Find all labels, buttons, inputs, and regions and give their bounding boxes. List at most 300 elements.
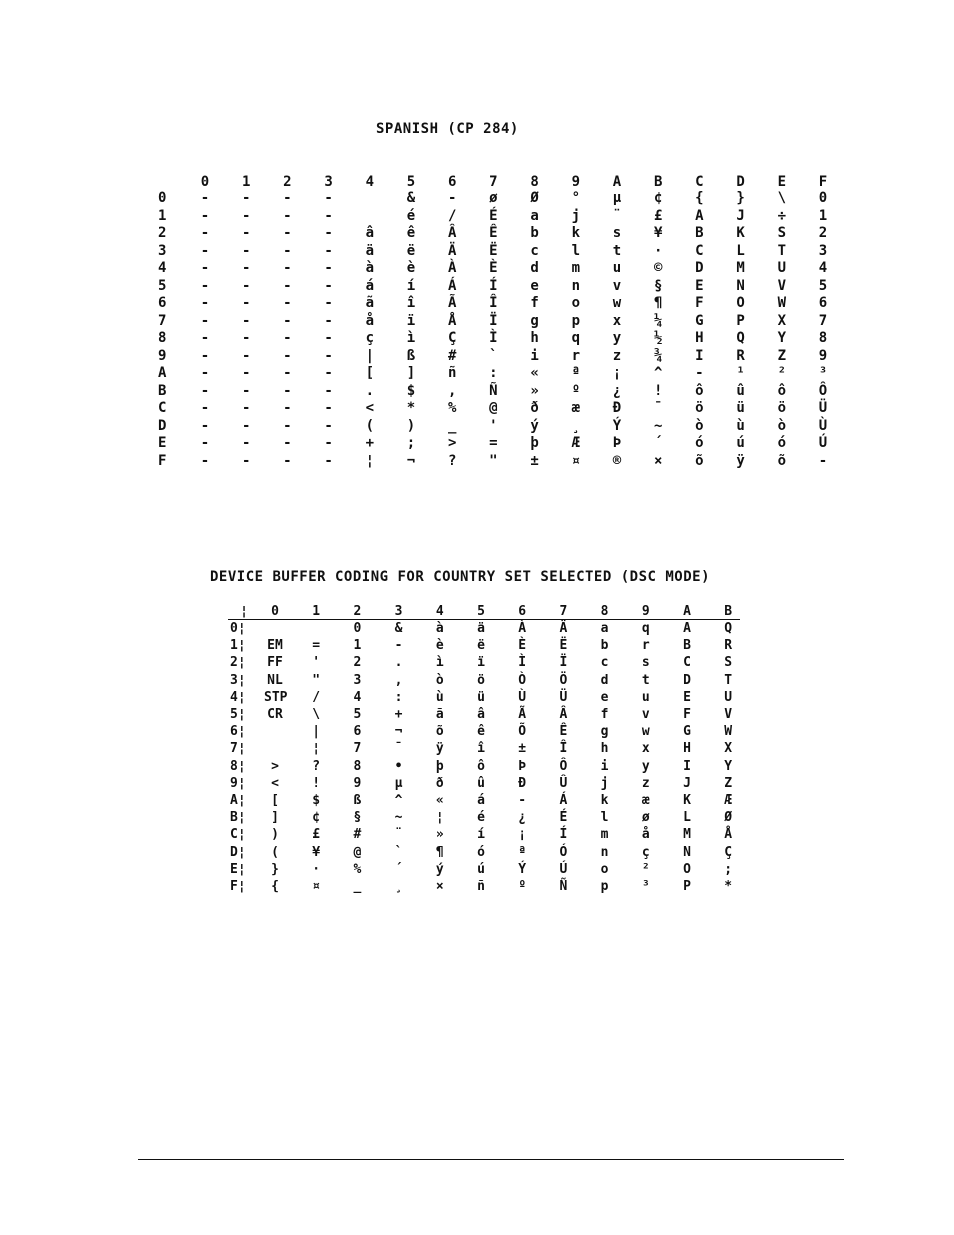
header-underline — [228, 619, 740, 620]
row-header: F¦ — [230, 879, 246, 894]
row-header: 9 — [158, 347, 167, 364]
table-cell: - — [324, 295, 333, 311]
table-cell: ÿ — [736, 452, 745, 469]
table-cell: § — [653, 277, 663, 294]
table-cell: ê — [406, 225, 416, 241]
table-cell: - — [241, 312, 251, 329]
table-cell: I — [683, 758, 691, 774]
table-cell: t — [641, 672, 650, 688]
table-cell: 4 — [353, 689, 362, 705]
table-cell: Í — [489, 277, 498, 294]
table-cell: 9 — [818, 347, 828, 364]
table-cell: Ø — [530, 190, 539, 206]
table-cell: ± — [530, 452, 539, 469]
table-cell: í — [406, 277, 416, 294]
table-cell: ü — [477, 689, 485, 705]
table-cell: « — [435, 793, 444, 808]
table-cell: j — [571, 207, 581, 224]
row-header: 0¦ — [230, 621, 246, 636]
table-cell: $ — [406, 382, 416, 399]
table-cell: q — [571, 330, 581, 346]
table-cell: é — [406, 207, 416, 224]
table-cell: ß — [353, 793, 362, 808]
table-cell: : — [394, 689, 403, 705]
table-cell: õ — [695, 452, 704, 469]
table-cell: ù — [435, 689, 444, 705]
table-cell: k — [600, 793, 609, 808]
table-cell: N — [683, 844, 691, 860]
table-cell: ª — [518, 844, 527, 860]
row-header: C — [158, 400, 167, 416]
table-cell: I — [695, 347, 704, 364]
table-cell: Â — [559, 707, 568, 722]
table-cell: ã — [365, 295, 375, 311]
table-cell: - — [283, 312, 292, 329]
table-cell: & — [394, 621, 403, 636]
table-cell: n — [571, 277, 581, 294]
table-cell: 0 — [353, 621, 362, 636]
table-cell: [ — [365, 365, 375, 381]
row-header: D¦ — [230, 844, 246, 860]
table-cell: Ò — [518, 672, 527, 688]
column-header: 8 — [530, 174, 539, 190]
row-header: 1¦ — [230, 638, 246, 654]
table-cell: Î — [489, 295, 498, 311]
table-cell: x — [641, 741, 650, 757]
table-cell: - — [283, 277, 292, 294]
table-cell: ß — [406, 347, 416, 364]
table-cell: e — [530, 277, 539, 294]
table-cell: - — [324, 330, 333, 346]
table-cell: ¾ — [653, 347, 663, 364]
table-cell: e — [600, 689, 609, 705]
table-cell: 4 — [818, 260, 828, 276]
table-cell: · — [653, 242, 663, 259]
table-cell: w — [641, 724, 650, 740]
table-cell: á — [477, 793, 485, 808]
table-cell: ~ — [653, 417, 663, 434]
table-cell: ? — [447, 452, 457, 469]
table-cell: ´ — [653, 435, 663, 451]
table-cell: Ä — [559, 621, 568, 636]
column-header: F — [818, 174, 828, 190]
table-cell: N — [736, 277, 745, 294]
table-cell: Å — [724, 827, 733, 843]
table-cell: ² — [641, 861, 650, 877]
table-cell: F — [683, 707, 691, 722]
table-cell: Z — [724, 775, 733, 791]
table-cell: ¶ — [653, 295, 663, 311]
table-cell: ñ — [477, 879, 485, 894]
table-cell: © — [653, 260, 663, 276]
table-cell: u — [612, 260, 622, 276]
table-cell: ¿ — [612, 382, 622, 399]
table-cell: c — [600, 655, 609, 671]
table-cell: Þ — [518, 758, 527, 774]
table-cell: £ — [653, 207, 663, 224]
table-cell: EM — [267, 638, 283, 654]
column-header: 0 — [200, 174, 210, 190]
table-cell: È — [518, 638, 527, 654]
table-cell: ? — [312, 758, 321, 774]
column-header: E — [777, 174, 787, 190]
table-cell: 5 — [353, 707, 362, 722]
table-cell: Ú — [818, 435, 828, 451]
table-cell: 3 — [353, 672, 362, 688]
table-cell: _ — [447, 417, 457, 434]
table-cell: B — [683, 638, 691, 654]
table-cell: - — [283, 295, 292, 311]
table-cell: ³ — [641, 879, 650, 894]
table-cell: ) — [406, 417, 416, 434]
table-cell: - — [241, 225, 251, 241]
table-cell: Ë — [489, 242, 498, 259]
table-cell: M — [736, 260, 745, 276]
table-cell: þ — [530, 435, 539, 451]
table-cell: c — [530, 242, 539, 259]
row-header: B — [158, 382, 167, 399]
table-cell: - — [200, 400, 210, 416]
table-cell: 6 — [818, 295, 828, 311]
table-cell: » — [435, 827, 444, 843]
table-cell: É — [489, 207, 498, 224]
table-cell: ã — [435, 707, 444, 722]
table-cell: ~ — [394, 810, 403, 826]
table-cell: J — [683, 775, 691, 791]
table-cell: É — [559, 810, 568, 826]
table-cell: L — [683, 810, 691, 826]
table-cell: 8 — [818, 330, 828, 346]
table-cell: > — [271, 758, 279, 774]
row-header: D — [158, 417, 167, 434]
table-cell: û — [736, 382, 745, 399]
table-cell: # — [447, 347, 457, 364]
table-cell: È — [489, 260, 498, 276]
table-cell: b — [600, 638, 609, 654]
table-cell: µ — [394, 775, 403, 791]
table-cell: ³ — [818, 365, 828, 381]
table-cell: h — [600, 741, 609, 757]
table-cell: ù — [736, 417, 745, 434]
table-cell: ¤ — [312, 879, 321, 894]
table-cell: T — [777, 242, 787, 259]
table-cell: ^ — [394, 793, 403, 808]
table-cell: f — [530, 295, 539, 311]
table-cell: ¥ — [312, 844, 321, 860]
table-cell: Ö — [559, 672, 568, 688]
table-cell: ï — [406, 312, 416, 329]
table-cell: Ã — [447, 295, 457, 311]
table-cell: - — [200, 382, 210, 399]
table-cell: - — [283, 400, 292, 416]
table-cell: { — [695, 190, 704, 206]
table-cell: v — [641, 707, 650, 722]
table-cell: q — [641, 621, 650, 636]
table-cell: . — [394, 655, 403, 671]
table-cell: - — [283, 365, 292, 381]
table-cell: Ç — [724, 844, 733, 860]
table-cell: 9 — [353, 775, 362, 791]
table-cell: Ø — [724, 810, 733, 826]
table-cell: G — [695, 312, 704, 329]
table-cell: U — [724, 689, 733, 705]
table-cell: ¨ — [612, 207, 622, 224]
table-cell: @ — [489, 400, 498, 416]
table-cell: - — [241, 330, 251, 346]
table-cell: ¬ — [406, 452, 416, 469]
row-header: 5 — [158, 277, 167, 294]
table-cell: X — [724, 741, 733, 757]
table-cell: ü — [736, 400, 745, 416]
table-cell: ' — [312, 655, 321, 671]
column-header: 1 — [312, 604, 321, 619]
device-buffer-table-title: DEVICE BUFFER CODING FOR COUNTRY SET SELECTED (DSC MODE) — [210, 569, 711, 585]
table-cell: - — [283, 190, 292, 206]
table-cell: < — [271, 775, 279, 791]
table-cell: Í — [559, 827, 568, 843]
table-cell: V — [724, 707, 733, 722]
table-cell: FF — [267, 655, 283, 671]
table-cell: a — [530, 207, 539, 224]
table-cell: - — [241, 365, 251, 381]
table-cell: - — [241, 277, 251, 294]
table-cell: - — [324, 435, 333, 451]
table-cell: D — [695, 260, 704, 276]
table-cell: P — [683, 879, 691, 894]
table-cell: Ý — [612, 417, 622, 434]
table-cell: ý — [435, 861, 444, 877]
column-header: 6 — [447, 174, 457, 190]
table-cell: p — [571, 312, 581, 329]
table-cell: v — [612, 277, 622, 294]
table-cell: - — [200, 295, 210, 311]
table-cell: ø — [641, 810, 650, 826]
table-cell: U — [777, 260, 787, 276]
table-cell: ` — [489, 347, 498, 364]
table-cell: ë — [477, 638, 485, 654]
table-cell: á — [365, 277, 375, 294]
table-cell: ] — [406, 365, 416, 381]
table-cell: ¸ — [394, 879, 403, 894]
table-cell: ö — [477, 672, 485, 688]
table-cell: æ — [641, 793, 650, 808]
table-cell: y — [612, 330, 622, 346]
column-header: 3 — [324, 174, 333, 190]
table-cell: - — [200, 190, 210, 206]
table-cell: L — [736, 242, 745, 259]
column-header: A — [612, 174, 622, 190]
column-header: B — [724, 604, 733, 619]
table-cell: # — [353, 827, 362, 843]
row-header: E¦ — [230, 861, 246, 877]
table-cell: þ — [435, 758, 444, 774]
table-cell: - — [324, 347, 333, 364]
table-cell: d — [600, 672, 609, 688]
table-cell: * — [724, 879, 733, 894]
column-header: 2 — [353, 604, 362, 619]
table-cell: 1 — [818, 207, 828, 224]
table-cell: z — [641, 775, 650, 791]
table-cell: - — [518, 793, 527, 808]
table-cell: Ù — [518, 689, 527, 705]
table-cell: l — [571, 242, 581, 259]
table-cell: ] — [271, 810, 279, 826]
column-header: 7 — [559, 604, 568, 619]
table-cell: } — [271, 861, 279, 877]
table-cell: ° — [571, 190, 581, 206]
table-cell: Ü — [559, 689, 568, 705]
table-cell: ì — [406, 330, 416, 346]
table-cell: / — [447, 207, 457, 224]
row-header: 4 — [158, 260, 167, 276]
table-cell: - — [818, 452, 828, 469]
table-cell: ! — [653, 382, 663, 399]
table-cell: · — [312, 861, 321, 877]
table-cell: z — [612, 347, 622, 364]
table-cell: Q — [736, 330, 745, 346]
table-cell: ¦ — [312, 741, 321, 757]
table-cell: • — [394, 758, 403, 774]
table-cell: × — [435, 879, 444, 894]
table-cell: 2 — [818, 225, 828, 241]
table-cell: x — [612, 312, 622, 329]
table-cell: g — [530, 312, 539, 329]
table-cell: å — [641, 827, 650, 843]
table-cell: ç — [641, 844, 650, 860]
table-cell: Â — [447, 225, 457, 241]
table-cell: ¸ — [571, 417, 581, 434]
table-cell: X — [777, 312, 787, 329]
table-cell: ò — [777, 417, 787, 434]
table-cell: W — [777, 295, 787, 311]
table-cell: â — [365, 225, 375, 241]
table-cell: - — [283, 417, 292, 434]
table-cell: a — [600, 621, 609, 636]
table-cell: - — [200, 225, 210, 241]
table-cell: ô — [477, 758, 485, 774]
table-cell: n — [600, 844, 609, 860]
table-cell: À — [518, 621, 527, 636]
table-cell: s — [612, 225, 622, 241]
table-cell: % — [353, 861, 362, 877]
row-header: 8 — [158, 330, 167, 346]
table-cell: Ê — [559, 724, 568, 740]
table-cell: - — [241, 207, 251, 224]
table-cell: ¦ — [365, 452, 375, 469]
row-header: 2¦ — [230, 655, 246, 671]
table-cell: Å — [447, 312, 457, 329]
table-cell: B — [695, 225, 704, 241]
table-cell: Ô — [818, 382, 828, 399]
table-cell: Á — [559, 793, 568, 808]
table-cell: K — [683, 793, 691, 808]
table-cell: NL — [267, 672, 283, 688]
row-header: 6 — [158, 295, 167, 311]
table-cell: - — [324, 417, 333, 434]
table-cell: ñ — [447, 365, 457, 381]
table-cell: | — [312, 724, 321, 740]
table-cell: ; — [724, 861, 733, 877]
table-cell: - — [324, 312, 333, 329]
table-cell: = — [489, 435, 498, 451]
table-cell: 0 — [818, 190, 828, 206]
row-header: 2 — [158, 225, 167, 241]
table-cell: û — [477, 775, 485, 791]
table-cell: < — [365, 400, 375, 416]
table-cell: & — [406, 190, 416, 206]
table-cell: - — [394, 638, 403, 654]
table-cell: y — [641, 758, 650, 774]
table-cell: Y — [777, 330, 787, 346]
table-cell: " — [489, 452, 498, 469]
table-cell: à — [365, 260, 375, 276]
table-cell: - — [241, 260, 251, 276]
table-cell: 8 — [353, 758, 362, 774]
table-cell: ¯ — [653, 400, 663, 416]
table-cell: ^ — [653, 365, 663, 381]
table-cell: > — [447, 435, 457, 451]
table-cell: Û — [559, 775, 568, 791]
row-header: 7 — [158, 312, 167, 329]
table-cell: Ú — [559, 861, 568, 877]
table-cell: W — [724, 724, 733, 740]
row-header: 9¦ — [230, 775, 246, 791]
table-cell: ( — [271, 844, 279, 860]
column-header: 6 — [518, 604, 527, 619]
table-cell: r — [641, 638, 650, 654]
table-cell: 7 — [353, 741, 362, 757]
table-cell: ¹ — [736, 365, 745, 381]
table-cell: ç — [365, 330, 375, 346]
table-cell: @ — [353, 844, 362, 860]
table-cell: - — [241, 435, 251, 451]
row-header: 6¦ — [230, 724, 246, 740]
table-cell: ú — [477, 861, 485, 877]
table-cell: º — [571, 382, 581, 399]
table-cell: s — [641, 655, 650, 671]
table-cell: - — [200, 260, 210, 276]
table-cell: « — [530, 365, 539, 381]
table-cell: T — [724, 672, 733, 688]
row-header: 3¦ — [230, 672, 246, 688]
table-cell: Ù — [818, 417, 828, 434]
column-header: 2 — [283, 174, 292, 190]
table-cell: \ — [777, 190, 787, 206]
table-cell: , — [394, 672, 403, 688]
table-cell: - — [324, 382, 333, 399]
table-cell: - — [283, 330, 292, 346]
table-cell: = — [312, 638, 321, 654]
table-cell: × — [653, 452, 663, 469]
table-cell: ê — [477, 724, 485, 740]
table-cell: ! — [312, 775, 321, 791]
table-cell: ; — [406, 435, 416, 451]
table-cell: - — [241, 242, 251, 259]
table-cell: $ — [312, 793, 321, 808]
table-cell: ò — [435, 672, 444, 688]
table-cell: ô — [777, 382, 787, 399]
table-cell: V — [777, 277, 787, 294]
table-cell: o — [600, 861, 609, 877]
table-cell: 3 — [818, 242, 828, 259]
table-cell: Ã — [518, 707, 527, 722]
table-cell: - — [283, 452, 292, 469]
table-cell: è — [406, 260, 416, 276]
table-cell: i — [530, 347, 539, 364]
table-cell: õ — [435, 724, 444, 740]
table-cell: ð — [435, 775, 444, 791]
column-header: D — [736, 174, 745, 190]
